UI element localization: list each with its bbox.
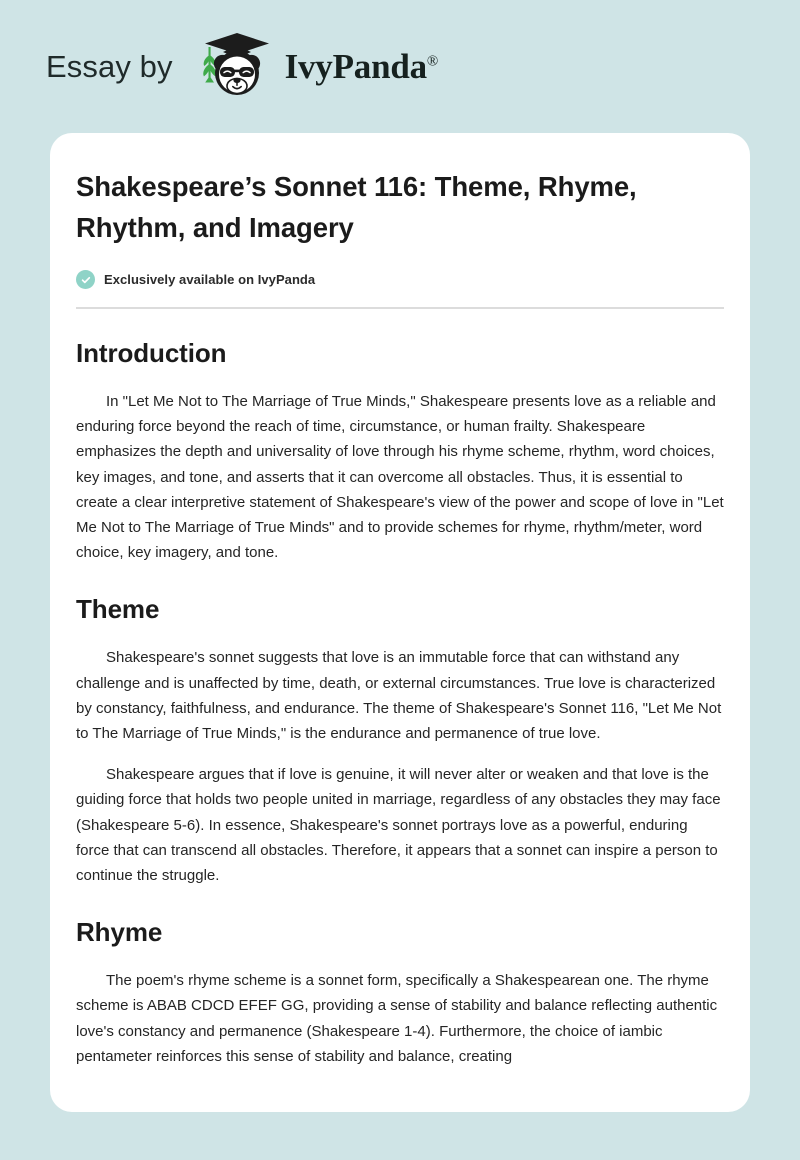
essay-by-label: Essay by — [46, 48, 173, 84]
section-heading-rhyme: Rhyme — [76, 917, 163, 948]
ivypanda-panda-graduate-logo-icon — [187, 31, 283, 103]
exclusive-availability-badge — [76, 270, 724, 289]
registered-trademark-symbol: ® — [426, 52, 439, 69]
ivypanda-brand-lockup[interactable] — [187, 31, 439, 103]
header-divider — [76, 307, 724, 309]
section-heading-introduction: Introduction — [76, 338, 227, 368]
paragraph: In "Let Me Not to The Marriage of True Minds," Shakespeare presents love as a reliable and enduring force beyond the reach of time, circumstance, or human frailty. Shakespeare emphasizes the depth and universality of love through his rhyme scheme, rhythm, word choices, key images, and tone, and asserts that it can overcome all obstacles. Thus, it is essential to create a clear interpretive statement of Shakespeare's view of the power and scope of love in "Let Me Not to The Marriage of True Minds" and to provide schemes for rhyme, rhythm/meter, word choice, key imagery, and tone. — [76, 393, 724, 562]
section-heading-theme: Theme — [76, 594, 160, 625]
page-title: Shakespeare’s Sonnet 116: Theme, Rhyme, Rhythm, and Imagery — [76, 171, 637, 243]
page-header — [0, 0, 800, 133]
paragraph: Shakespeare's sonnet suggests that love is an immutable force that can withstand any challenge and is unaffected by time, death, or external circumstances. True love is characterized by constancy, faithfulness, and endurance. The theme of Shakespeare's Sonnet 116, "Let Me Not to The Marriage of True Minds," is the endurance and permanence of true love. — [76, 649, 722, 743]
exclusive-badge-label: Exclusively available on IvyPanda — [104, 272, 316, 287]
essay-card — [50, 133, 750, 1112]
check-circle-icon — [76, 270, 95, 289]
brand-wordmark — [285, 47, 439, 87]
paragraph: Shakespeare argues that if love is genuine, it will never alter or weaken and that love is the guiding force that holds two people united in marriage, regardless of any obstacles they may face (Shakespeare 5-6). In essence, Shakespeare's sonnet portrays love as a powerful, enduring force that can transcend all obstacles. Therefore, it appears that a sonnet can inspire a person to continue the struggle. — [76, 766, 721, 885]
brand-name: IvyPanda — [284, 46, 427, 86]
paragraph: The poem's rhyme scheme is a sonnet form, specifically a Shakespearean one. The rhyme scheme is ABAB CDCD EFEF GG, providing a sense of stability and balance reflecting authentic love's constancy and permanence (Shakespeare 1-4). Furthermore, the choice of iambic pentameter reinforces this sense of stability and balance, creating — [76, 972, 718, 1065]
